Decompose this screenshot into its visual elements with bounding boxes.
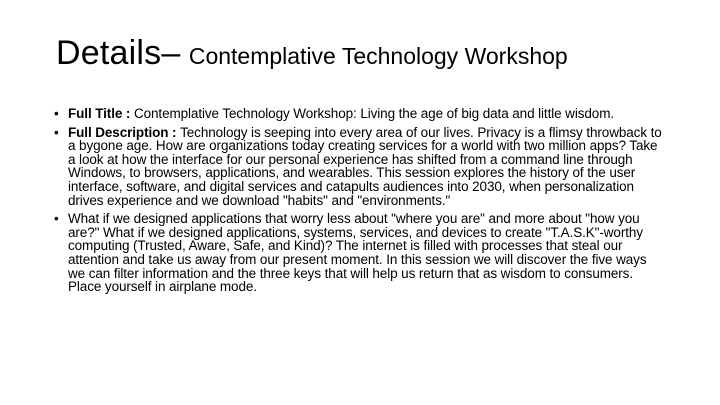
title-dash: – bbox=[161, 34, 181, 72]
slide-title bbox=[56, 36, 568, 70]
title-main: Details bbox=[56, 34, 162, 72]
bullet-dot-icon: • bbox=[54, 106, 59, 121]
bullet-full-title bbox=[52, 107, 664, 121]
bullet-what-if bbox=[52, 212, 664, 294]
title-subtitle: Contemplative Technology Workshop bbox=[182, 43, 568, 69]
bullet-label: Full Title : bbox=[68, 106, 134, 121]
bullet-dot-icon: • bbox=[54, 211, 59, 227]
bullet-dot-icon: • bbox=[54, 124, 59, 140]
bullet-list bbox=[52, 107, 664, 299]
bullet-text: What if we designed applications that worry less about "where you are" and more about "how you are?" What if we designed applications, systems, services, and devices to create "T.A.S.K"-worthy computing (Trusted, Aware, Safe, and Kind)? The internet is filled with processes that steal our attention and take us away from our present moment. In this session we will discover the five ways we can filter information and the three keys that will help us return that as wisdom to consumers. Place yourself in airplane mode. bbox=[68, 211, 647, 295]
bullet-full-description bbox=[52, 126, 664, 208]
bullet-label: Full Description : bbox=[68, 124, 181, 140]
bullet-text: Technology is seeping into every area of our lives. Privacy is a flimsy throwback to a bygone age. How are organizations today creating services for a world with two million apps? Take a look at how the interface for our personal experience has shifted from a command line through Windows, to browsers, applications, and wearables. This session explores the history of the user interface, software, and digital services and catapults audiences into 2030, when personalization drives experience and we download "habits" and "environments." bbox=[68, 124, 662, 208]
bullet-text: Contemplative Technology Workshop: Living the age of big data and little wisdom. bbox=[133, 106, 614, 121]
